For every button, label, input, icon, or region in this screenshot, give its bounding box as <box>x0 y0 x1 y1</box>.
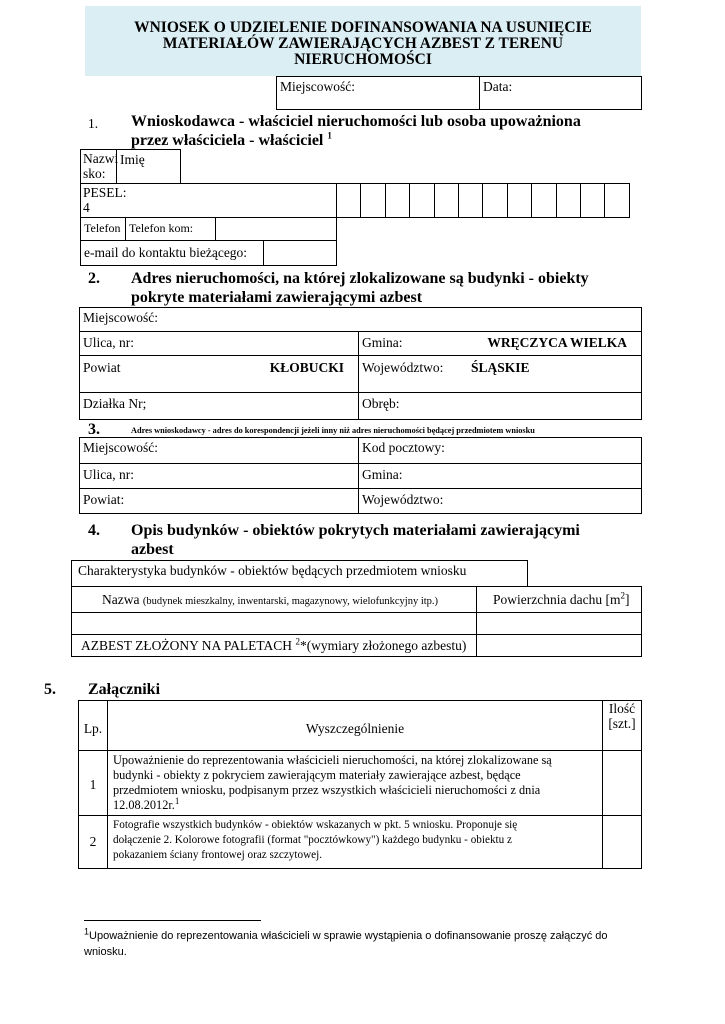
pesel-digit-box[interactable] <box>360 183 385 218</box>
attachments-qty-header: Ilość [szt.] <box>602 700 642 751</box>
header-date-field[interactable]: Data: <box>479 76 642 110</box>
applicant-county-field[interactable]: Powiat: <box>79 488 359 514</box>
characteristics-header: Charakterystyka budynków - obiektów będących przedmiotem wniosku <box>71 560 528 587</box>
property-county-field[interactable]: Powiat KŁOBUCKI <box>79 355 359 393</box>
pesel-digit-box[interactable] <box>482 183 507 218</box>
property-voivodeship-value: ŚLĄSKIE <box>471 360 530 375</box>
section-2-title: Adres nieruchomości, na której zlokalizowane są budynki - obiekty pokryte materiałami zawierającymi azbest <box>131 270 589 306</box>
precinct-field[interactable]: Obręb: <box>358 392 642 420</box>
section-5-number: 5. <box>44 681 56 698</box>
applicant-commune-field[interactable]: Gmina: <box>358 463 642 489</box>
section-1-number: 1. <box>88 116 99 131</box>
mobile-phone-field[interactable]: Telefon kom: <box>125 217 216 241</box>
attachment-1-desc: Upoważnienie do reprezentowania właścicieli nieruchomości, na której zlokalizowane są budynki - obiekty z pokryciem zawierającym materiały zawierające azbest, będące przedmiotem wniosku, podpisanym przez wszystkich właścicieli nieruchomości z dnia 12.08.2012r.$^1$ <box>107 750 603 816</box>
property-voivodeship-field[interactable]: Województwo: ŚLĄSKIE <box>358 355 642 393</box>
pesel-digit-box[interactable] <box>409 183 434 218</box>
section-4-number: 4. <box>88 522 100 539</box>
section-5-title: Załączniki <box>88 681 161 698</box>
property-commune-value: WRĘCZYCA WIELKA <box>487 335 627 350</box>
roof-area-cell[interactable] <box>476 612 642 635</box>
footnote: $^1$Upoważnienie do reprezentowania właścicieli w sprawie wystąpienia o dofinansowanie proszę załączyć do wniosku. <box>84 926 608 958</box>
attachment-2-desc: Fotografie wszystkich budynków - obiektów wskazanych w pkt. 5 wniosku. Proponuje się dołączenie 2. Kolorowe fotografii (format "pocztówkowy") każdego budynku - obiektu z pokazaniem ściany frontowej oraz szczytowej. <box>107 815 603 869</box>
name-field[interactable]: Imię <box>116 149 181 184</box>
property-street-field[interactable]: Ulica, nr: <box>79 331 359 356</box>
asbestos-pallets-field[interactable]: AZBEST ZŁOŻONY NA PALETACH $^2$*(wymiary złożonego azbestu) <box>71 634 477 657</box>
phone-field[interactable]: Telefon <box>80 217 126 241</box>
pesel-digit-box[interactable] <box>434 183 459 218</box>
pesel-digit-box[interactable] <box>507 183 532 218</box>
attachment-1-lp: 1 <box>78 750 108 816</box>
attachment-2-lp: 2 <box>78 815 108 869</box>
form-title-line-1: WNIOSEK O UDZIELENIE DOFINANSOWANIA NA USUNIĘCIE <box>134 19 592 36</box>
applicant-postal-field[interactable]: Kod pocztowy: <box>358 437 642 464</box>
asbestos-pallets-value[interactable] <box>476 634 642 657</box>
building-name-header: Nazwa (budynek mieszkalny, inwentarski, magazynowy, wielofunkcyjny itp.) <box>71 586 477 613</box>
property-place-field[interactable]: Miejscowość: <box>79 307 642 332</box>
applicant-street-field[interactable]: Ulica, nr: <box>79 463 359 489</box>
attachments-desc-header: Wyszczególnienie <box>107 700 603 751</box>
pesel-digit-box[interactable] <box>604 183 629 218</box>
form-header <box>85 6 641 76</box>
pesel-digit-box[interactable] <box>385 183 410 218</box>
email-value[interactable] <box>263 240 337 266</box>
attachment-2-qty[interactable] <box>602 815 642 869</box>
building-name-cell[interactable] <box>71 612 477 635</box>
footnote-divider <box>84 920 261 921</box>
pesel-digit-box[interactable] <box>531 183 556 218</box>
section-3-number: 3. <box>88 421 100 438</box>
pesel-digit-box[interactable] <box>556 183 581 218</box>
section-3-title: Adres wnioskodawcy - adres do korespondencji jeżeli inny niż adres nieruchomości będącej przedmiotem wniosku <box>131 426 535 435</box>
property-commune-field[interactable]: Gmina: WRĘCZYCA WIELKA <box>358 331 642 356</box>
pesel-digit-box[interactable] <box>580 183 605 218</box>
section-2-number: 2. <box>88 270 100 287</box>
property-county-value: KŁOBUCKI <box>269 360 344 375</box>
applicant-voivodeship-field[interactable]: Województwo: <box>358 488 642 514</box>
section-4-title: Opis budynków - obiektów pokrytych materiałami zawierającymi azbest <box>131 522 580 558</box>
plot-number-field[interactable]: Działka Nr; <box>79 392 359 420</box>
applicant-place-field[interactable]: Miejscowość: <box>79 437 359 464</box>
roof-area-header: Powierzchnia dachu $[m^2]$ <box>476 586 642 613</box>
header-place-field[interactable]: Miejscowość: <box>276 76 480 110</box>
pesel-field[interactable]: PESEL: 4 <box>80 183 337 218</box>
email-field[interactable]: e-mail do kontaktu bieżącego: <box>80 240 264 266</box>
form-title-line-3: NIERUCHOMOŚCI <box>294 51 432 68</box>
section-1-title: Wnioskodawca - właściciel nieruchomości lub osoba upoważniona przez właściciela - właściciel $^1$ <box>131 113 581 149</box>
surname-field[interactable]: Nazwi sko: <box>80 149 117 184</box>
attachment-1-qty[interactable] <box>602 750 642 816</box>
mobile-phone-value[interactable] <box>215 217 337 241</box>
pesel-digit-box[interactable] <box>336 183 361 218</box>
pesel-digit-box[interactable] <box>458 183 483 218</box>
attachments-lp-header: Lp. <box>78 700 108 751</box>
form-title-line-2: MATERIAŁÓW ZAWIERAJĄCYCH AZBEST Z TERENU <box>162 35 564 52</box>
